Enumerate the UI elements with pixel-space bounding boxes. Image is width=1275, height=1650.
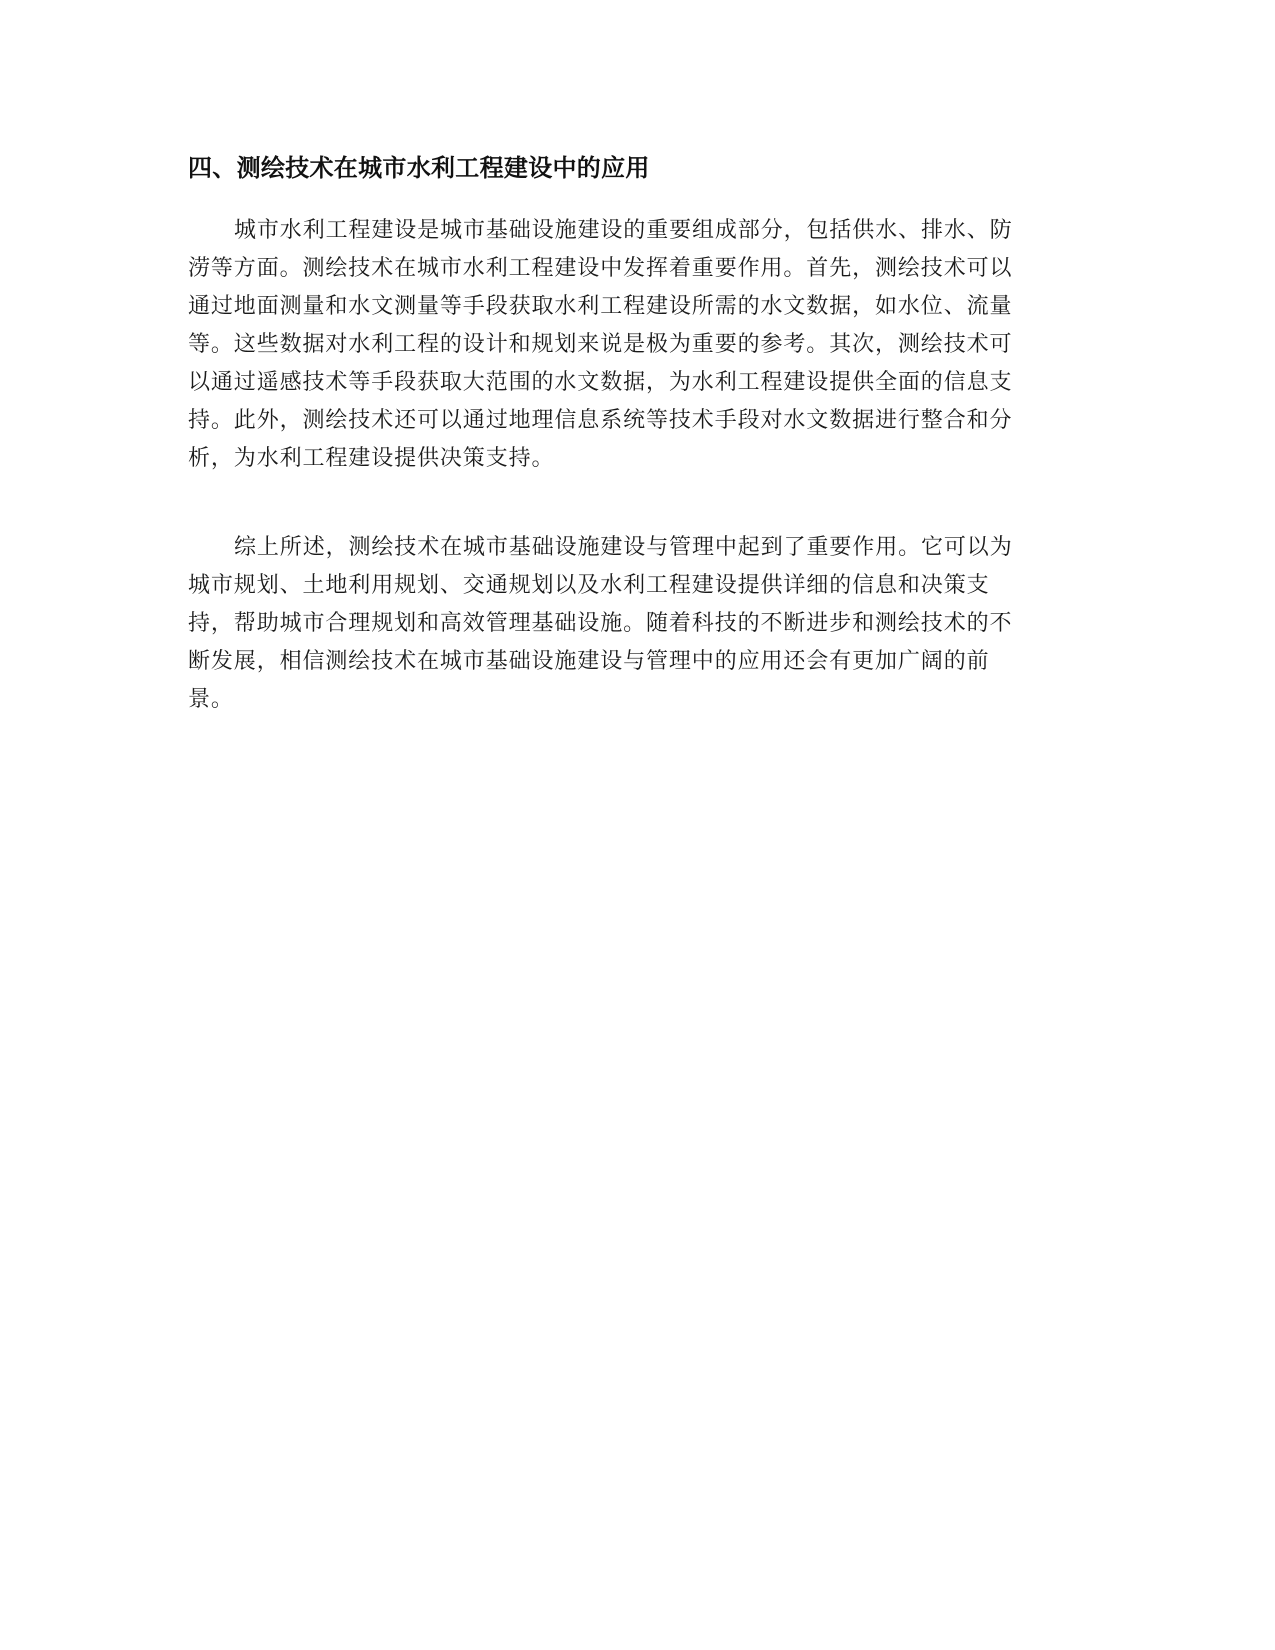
- paragraph-conclusion: [188, 529, 1088, 719]
- paragraph-line: 持。此外，测绘技术还可以通过地理信息系统等技术手段对水文数据进行整合和分: [188, 408, 1013, 433]
- paragraph-line: 景。: [188, 687, 234, 712]
- paragraph-line: 涝等方面。测绘技术在城市水利工程建设中发挥着重要作用。首先，测绘技术可以: [188, 256, 1013, 281]
- paragraph-line: 以通过遥感技术等手段获取大范围的水文数据，为水利工程建设提供全面的信息支: [188, 370, 1013, 395]
- paragraph-line: 断发展，相信测绘技术在城市基础设施建设与管理中的应用还会有更加广阔的前: [188, 649, 990, 674]
- paragraph-line: 持，帮助城市合理规划和高效管理基础设施。随着科技的不断进步和测绘技术的不: [188, 611, 1013, 636]
- paragraph-line: 城市规划、土地利用规划、交通规划以及水利工程建设提供详细的信息和决策支: [188, 573, 990, 598]
- paragraph-hydraulic-engineering: [188, 212, 1088, 478]
- paragraph-line: 综上所述，测绘技术在城市基础设施建设与管理中起到了重要作用。它可以为: [234, 535, 1013, 560]
- paragraph-line: 析，为水利工程建设提供决策支持。: [188, 446, 555, 471]
- section-heading: 四、测绘技术在城市水利工程建设中的应用: [188, 154, 650, 182]
- paragraph-line: 通过地面测量和水文测量等手段获取水利工程建设所需的水文数据，如水位、流量: [188, 294, 1013, 319]
- paragraph-line: 城市水利工程建设是城市基础设施建设的重要组成部分，包括供水、排水、防: [234, 218, 1013, 243]
- paragraph-line: 等。这些数据对水利工程的设计和规划来说是极为重要的参考。其次，测绘技术可: [188, 332, 1013, 357]
